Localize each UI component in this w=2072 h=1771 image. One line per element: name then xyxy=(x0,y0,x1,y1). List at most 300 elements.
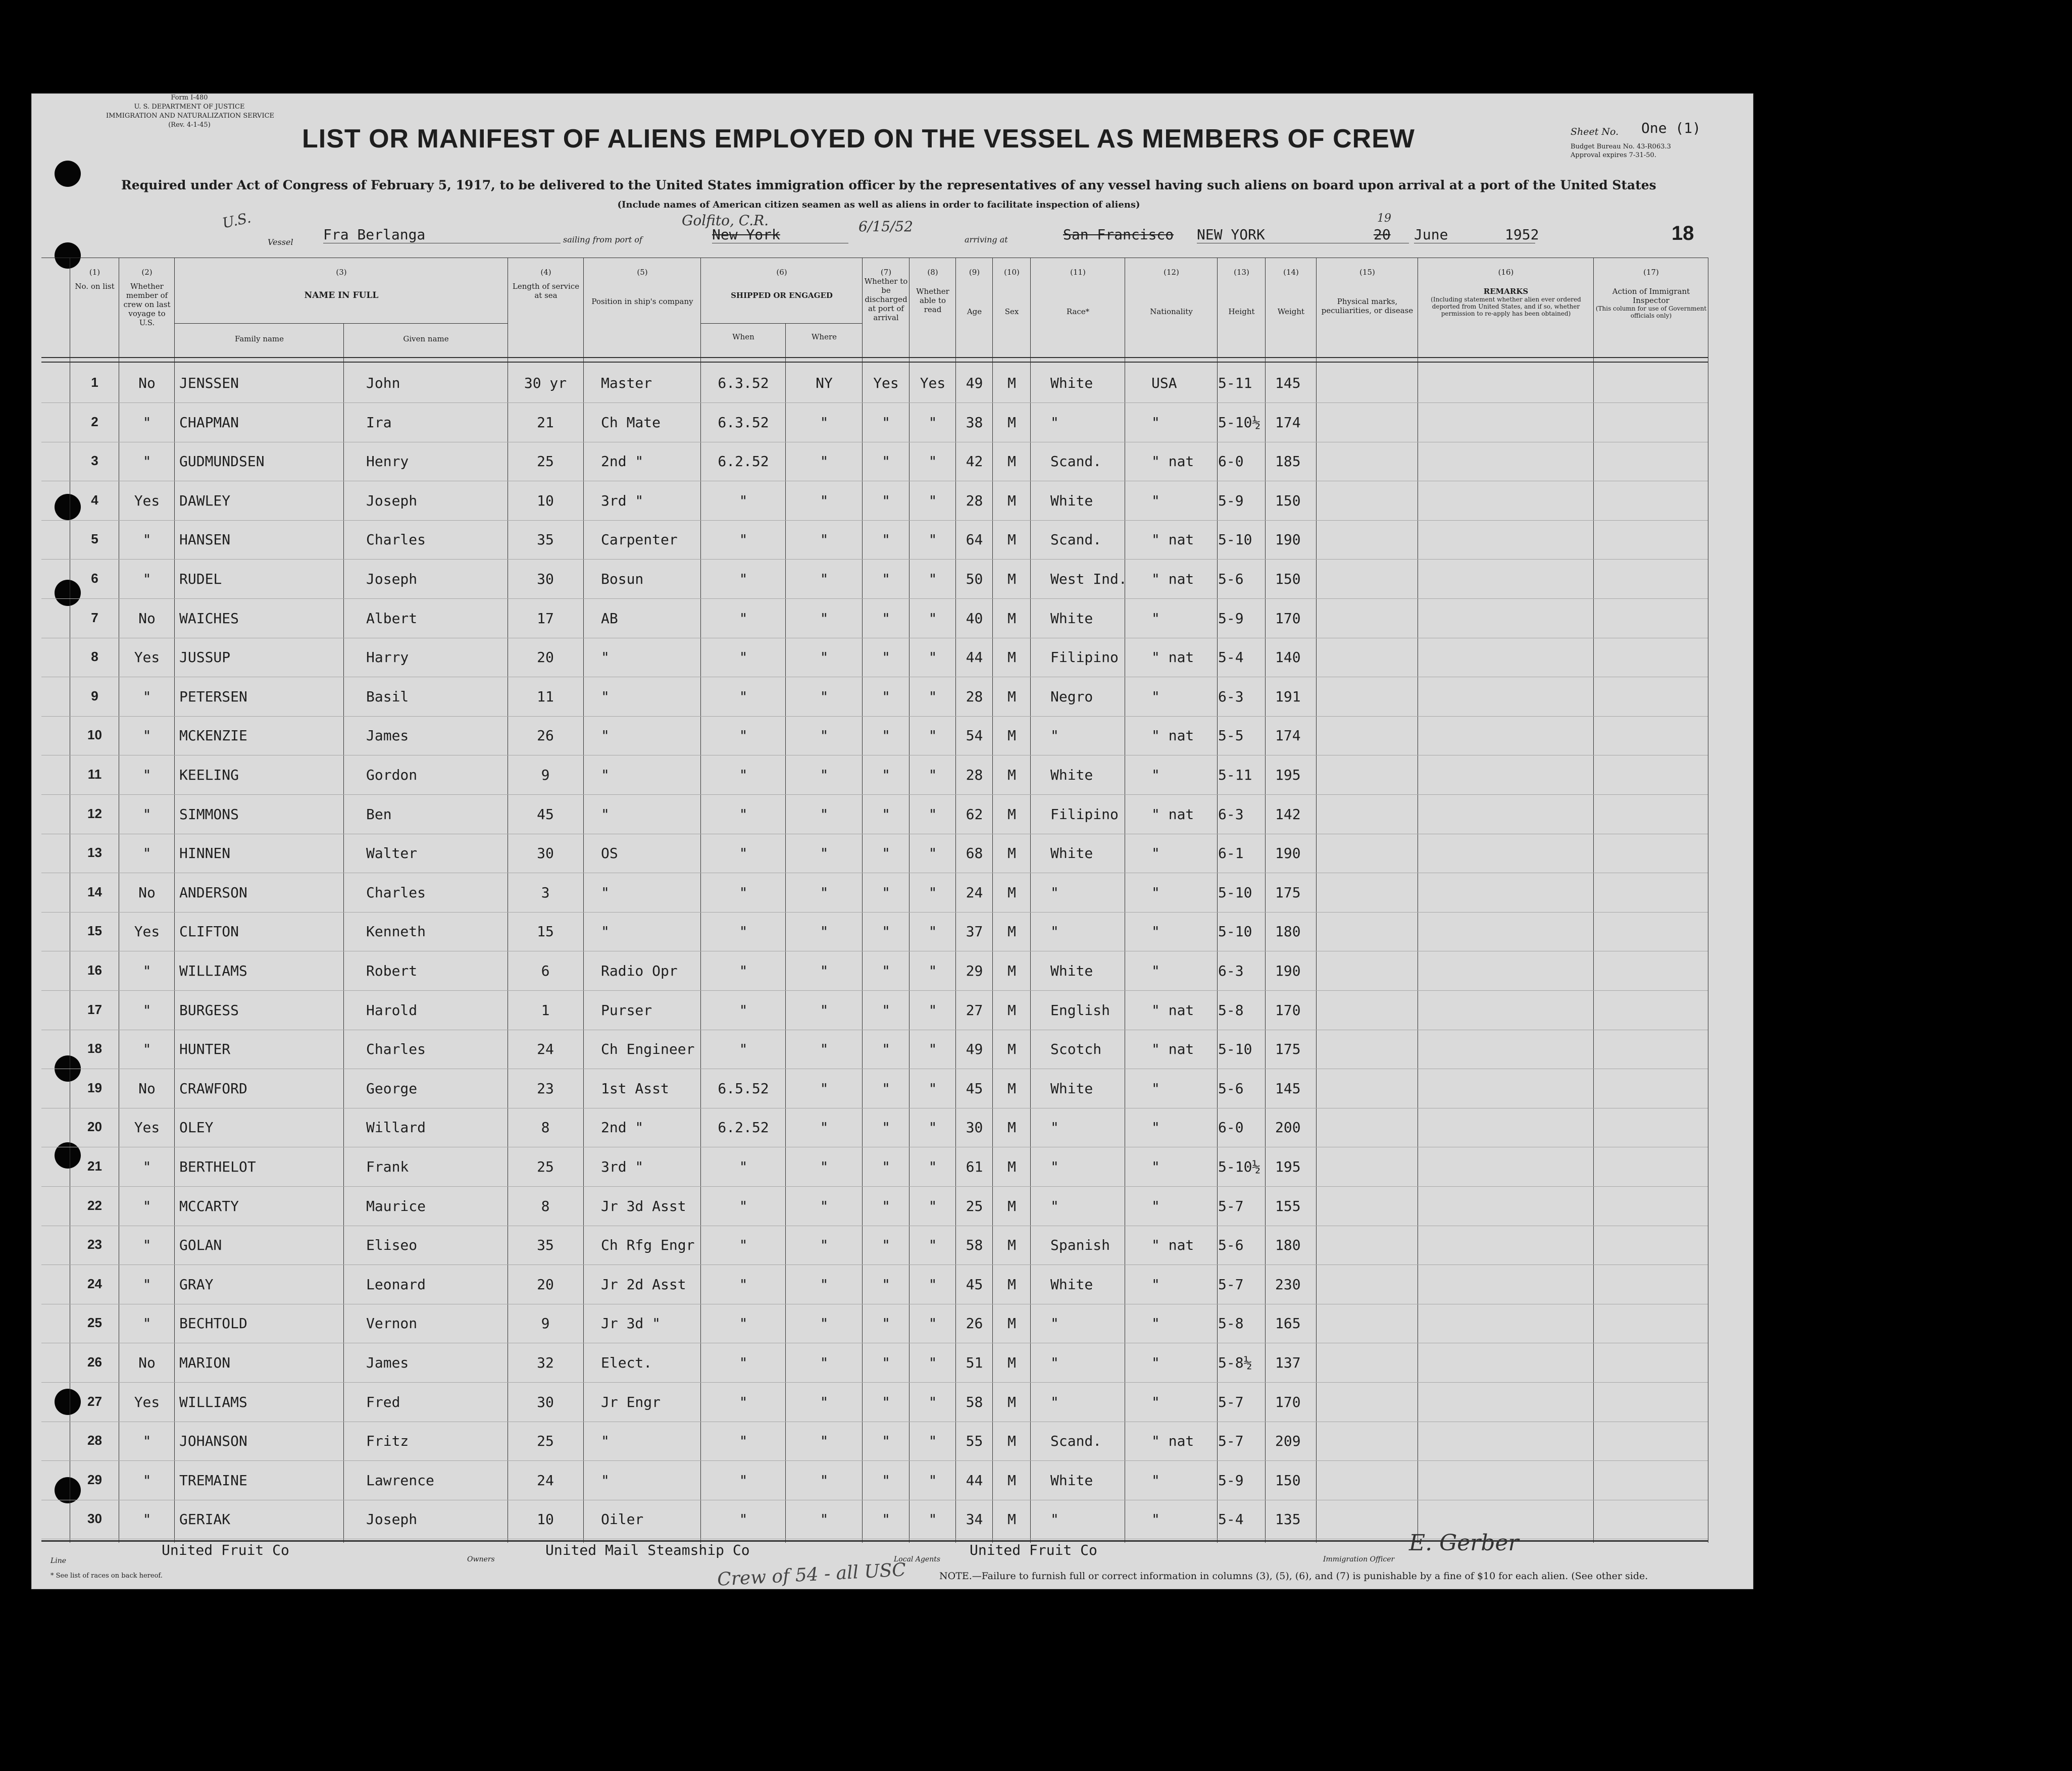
cell-weight: 175 xyxy=(1275,1041,1301,1058)
cell-read: " xyxy=(928,1119,937,1136)
cell-read: " xyxy=(928,531,937,548)
cell-read: " xyxy=(928,1393,937,1410)
cell-family: PETERSEN xyxy=(179,688,247,705)
cell-sex: M xyxy=(1007,1119,1016,1136)
cell-given: Harry xyxy=(366,649,409,666)
cell-race: " xyxy=(1050,923,1059,940)
cell-read: " xyxy=(928,688,937,705)
cell-family: JENSSEN xyxy=(179,375,239,391)
cell-weight: 180 xyxy=(1275,923,1301,940)
cell-sex: M xyxy=(1007,963,1016,979)
cell-service: 15 xyxy=(537,923,554,940)
cell-weight: 191 xyxy=(1275,688,1301,705)
approval-expiry: Approval expires 7-31-50. xyxy=(1571,151,1656,159)
cell-when: " xyxy=(739,923,748,940)
cell-when: " xyxy=(739,571,748,587)
cell-service: 20 xyxy=(537,1276,554,1293)
cell-where: " xyxy=(820,963,829,979)
cell-family: CRAWFORD xyxy=(179,1080,247,1097)
col16-header: (16) REMARKS (Including statement whether alien ever ordered deported from United States, and if so, whether permission to re-apply has been obtained) xyxy=(1431,268,1581,317)
table-row xyxy=(41,834,1708,873)
cell-disch: " xyxy=(882,571,890,587)
cell-sex: M xyxy=(1007,649,1016,666)
cell-age: 45 xyxy=(966,1080,983,1097)
cell-race: " xyxy=(1050,1119,1059,1136)
cell-position: Ch Mate xyxy=(601,414,661,431)
cell-read: " xyxy=(928,923,937,940)
cell-family: TREMAINE xyxy=(179,1472,247,1489)
cell-when: " xyxy=(739,649,748,666)
cell-read: " xyxy=(928,1041,937,1058)
cell-sex: M xyxy=(1007,375,1016,391)
cell-no: 11 xyxy=(87,767,102,782)
cell-where: " xyxy=(820,1433,829,1450)
cell-no: 29 xyxy=(87,1472,102,1487)
col4-header: (4) Length of service at sea xyxy=(512,268,580,300)
cell-when: 6.3.52 xyxy=(718,414,769,431)
port-handwritten: Golfito, C.R. xyxy=(682,212,769,229)
cell-given: Fritz xyxy=(366,1433,409,1450)
cell-height: 5-7 xyxy=(1218,1276,1244,1293)
cell-read: " xyxy=(928,1001,937,1019)
cell-height: 6-3 xyxy=(1218,805,1244,823)
cell-weight: 150 xyxy=(1275,571,1301,587)
cell-sex: M xyxy=(1007,1080,1016,1097)
cell-age: 40 xyxy=(966,610,983,627)
cell-where: " xyxy=(820,1237,829,1254)
cell-sex: M xyxy=(1007,1315,1016,1332)
cell-no: 20 xyxy=(87,1119,102,1135)
cell-service: 35 xyxy=(537,531,554,548)
cell-nat: " nat xyxy=(1151,453,1194,470)
cell-nat: " xyxy=(1151,1354,1160,1371)
cell-disch: " xyxy=(882,727,890,744)
cell-nat: " xyxy=(1151,845,1160,862)
cell-when: " xyxy=(739,805,748,823)
cell-last: " xyxy=(142,845,151,862)
cell-race: Negro xyxy=(1050,688,1093,705)
punch-hole xyxy=(55,161,81,187)
cell-last: No xyxy=(138,1080,156,1097)
cell-age: 29 xyxy=(966,963,983,979)
cell-when: " xyxy=(739,1472,748,1489)
cell-service: 8 xyxy=(541,1119,550,1136)
cell-given: Albert xyxy=(366,610,418,627)
cell-height: 5-10 xyxy=(1218,923,1252,940)
cell-read: " xyxy=(928,1511,937,1528)
cell-nat: " nat xyxy=(1151,531,1194,548)
cell-last: " xyxy=(142,1511,151,1528)
cell-when: 6.5.52 xyxy=(718,1080,769,1097)
table-row xyxy=(41,951,1708,991)
cell-family: HINNEN xyxy=(179,845,231,862)
vessel-prefix: U.S. xyxy=(221,209,252,232)
cell-when: " xyxy=(739,492,748,509)
cell-when: " xyxy=(739,1197,748,1215)
cell-service: 10 xyxy=(537,492,554,509)
cell-sex: M xyxy=(1007,1041,1016,1058)
cell-position: 3rd " xyxy=(601,1158,644,1175)
cell-nat: " nat xyxy=(1151,649,1194,666)
cell-sex: M xyxy=(1007,571,1016,587)
cell-age: 28 xyxy=(966,688,983,705)
cell-race: Scand. xyxy=(1050,1433,1102,1450)
col2-header: (2) Whether member of crew on last voyage to U.S. xyxy=(123,268,171,327)
arrival-day-handwritten: 19 xyxy=(1377,212,1391,225)
cell-where: " xyxy=(820,767,829,783)
table-row xyxy=(41,560,1708,599)
cell-disch: " xyxy=(882,531,890,548)
cell-weight: 170 xyxy=(1275,1393,1301,1410)
cell-no: 19 xyxy=(87,1080,102,1095)
cell-height: 5-7 xyxy=(1218,1197,1244,1215)
cell-race: " xyxy=(1050,414,1059,431)
cell-where: " xyxy=(820,1276,829,1293)
cell-race: West Ind. xyxy=(1050,571,1127,587)
cell-height: 5-8 xyxy=(1218,1001,1244,1019)
cell-height: 5-10 xyxy=(1218,531,1252,548)
cell-position: " xyxy=(601,649,610,666)
cell-nat: " xyxy=(1151,1511,1160,1528)
cell-when: 6.2.52 xyxy=(718,1119,769,1136)
cell-no: 3 xyxy=(91,453,98,469)
cell-given: Charles xyxy=(366,1041,426,1058)
cell-where: " xyxy=(820,1315,829,1332)
cell-service: 21 xyxy=(537,414,554,431)
cell-sex: M xyxy=(1007,1511,1016,1528)
cell-race: English xyxy=(1050,1001,1110,1019)
cell-position: " xyxy=(601,884,610,901)
table-row xyxy=(41,1226,1708,1265)
cell-age: 64 xyxy=(966,531,983,548)
form-number: Form I-480 xyxy=(171,94,208,102)
cell-given: Basil xyxy=(366,688,409,705)
col14-header: (14) Weight xyxy=(1277,268,1305,316)
cell-disch: " xyxy=(882,1080,890,1097)
table-row xyxy=(41,1187,1708,1226)
cell-last: " xyxy=(142,1315,151,1332)
cell-position: Bosun xyxy=(601,571,644,587)
cell-height: 6-3 xyxy=(1218,963,1244,979)
cell-position: Purser xyxy=(601,1001,652,1019)
cell-family: KEELING xyxy=(179,767,239,783)
cell-last: Yes xyxy=(134,649,160,666)
cell-height: 5-5 xyxy=(1218,727,1244,744)
cell-nat: " nat xyxy=(1151,727,1194,744)
cell-service: 24 xyxy=(537,1472,554,1489)
col6-where-header: Where xyxy=(811,332,837,341)
cell-race: " xyxy=(1050,1393,1059,1410)
cell-service: 45 xyxy=(537,805,554,823)
cell-given: Kenneth xyxy=(366,923,426,940)
cell-service: 20 xyxy=(537,649,554,666)
col11-header: (11) Race* xyxy=(1066,268,1090,316)
cell-weight: 174 xyxy=(1275,414,1301,431)
cell-read: " xyxy=(928,414,937,431)
cell-given: Robert xyxy=(366,963,418,979)
col6-when-header: When xyxy=(732,332,754,341)
arrival-year: 1952 xyxy=(1505,226,1539,243)
cell-disch: " xyxy=(882,923,890,940)
cell-last: " xyxy=(142,531,151,548)
table-row xyxy=(41,364,1708,403)
cell-last: " xyxy=(142,1197,151,1215)
cell-read: " xyxy=(928,1315,937,1332)
col13-header: (13) Height xyxy=(1228,268,1255,316)
cell-race: " xyxy=(1050,1354,1059,1371)
cell-family: HANSEN xyxy=(179,531,231,548)
cell-no: 21 xyxy=(87,1158,102,1174)
cell-nat: " nat xyxy=(1151,1237,1194,1254)
cell-disch: " xyxy=(882,610,890,627)
cell-family: MCKENZIE xyxy=(179,727,247,744)
cell-weight: 145 xyxy=(1275,375,1301,391)
table-row xyxy=(41,638,1708,677)
cell-race: " xyxy=(1050,727,1059,744)
cell-given: Charles xyxy=(366,531,426,548)
cell-race: White xyxy=(1050,375,1093,391)
cell-weight: 180 xyxy=(1275,1237,1301,1254)
cell-last: " xyxy=(142,414,151,431)
cell-weight: 165 xyxy=(1275,1315,1301,1332)
cell-disch: " xyxy=(882,963,890,979)
cell-nat: " xyxy=(1151,767,1160,783)
cell-given: Henry xyxy=(366,453,409,470)
cell-service: 30 xyxy=(537,571,554,587)
cell-height: 5-10 xyxy=(1218,1041,1252,1058)
cell-given: George xyxy=(366,1080,418,1097)
table-row xyxy=(41,1304,1708,1343)
cell-nat: USA xyxy=(1151,375,1177,391)
cell-age: 51 xyxy=(966,1354,983,1371)
cell-age: 27 xyxy=(966,1001,983,1019)
cell-nat: " xyxy=(1151,884,1160,901)
cell-race: " xyxy=(1050,884,1059,901)
cell-age: 49 xyxy=(966,1041,983,1058)
cell-no: 26 xyxy=(87,1354,102,1370)
cell-age: 37 xyxy=(966,923,983,940)
cell-disch: " xyxy=(882,1472,890,1489)
cell-position: " xyxy=(601,767,610,783)
cell-read: " xyxy=(928,1276,937,1293)
cell-read: Yes xyxy=(920,375,946,391)
line-label: Line xyxy=(50,1557,67,1565)
cell-age: 44 xyxy=(966,1472,983,1489)
cell-position: Radio Opr xyxy=(601,963,678,979)
cell-no: 28 xyxy=(87,1433,102,1448)
cell-nat: " nat xyxy=(1151,1001,1194,1019)
cell-sex: M xyxy=(1007,1237,1016,1254)
cell-last: " xyxy=(142,727,151,744)
cell-service: 3 xyxy=(541,884,550,901)
cell-when: " xyxy=(739,688,748,705)
cell-service: 9 xyxy=(541,767,550,783)
agents-label: Local Agents xyxy=(894,1555,941,1563)
cell-race: Scand. xyxy=(1050,531,1102,548)
cell-where: " xyxy=(820,492,829,509)
punch-hole xyxy=(55,242,81,269)
cell-when: " xyxy=(739,767,748,783)
cell-read: " xyxy=(928,610,937,627)
cell-disch: " xyxy=(882,1393,890,1410)
cell-given: John xyxy=(366,375,400,391)
cell-race: White xyxy=(1050,610,1093,627)
cell-disch: " xyxy=(882,1119,890,1136)
cell-where: " xyxy=(820,884,829,901)
cell-nat: " xyxy=(1151,1393,1160,1410)
cell-disch: " xyxy=(882,1001,890,1019)
cell-where: " xyxy=(820,610,829,627)
cell-race: Filipino xyxy=(1050,805,1119,823)
cell-last: No xyxy=(138,375,156,391)
cell-height: 6-1 xyxy=(1218,845,1244,862)
form-dept: U. S. DEPARTMENT OF JUSTICE xyxy=(134,103,245,111)
cell-no: 2 xyxy=(91,414,98,429)
cell-service: 25 xyxy=(537,1433,554,1450)
cell-height: 5-11 xyxy=(1218,767,1252,783)
cell-age: 28 xyxy=(966,492,983,509)
cell-race: White xyxy=(1050,767,1093,783)
cell-height: 5-4 xyxy=(1218,1511,1244,1528)
cell-height: 5-9 xyxy=(1218,492,1244,509)
budget-info xyxy=(1571,142,1671,160)
cell-given: Fred xyxy=(366,1393,400,1410)
cell-when: " xyxy=(739,610,748,627)
cell-disch: " xyxy=(882,767,890,783)
cell-read: " xyxy=(928,767,937,783)
arriving-port: NEW YORK xyxy=(1197,226,1409,243)
cell-family: WAICHES xyxy=(179,610,239,627)
table-row xyxy=(41,677,1708,717)
cell-where: " xyxy=(820,649,829,666)
sheet-label: Sheet No. xyxy=(1571,126,1619,137)
cell-height: 5-6 xyxy=(1218,1237,1244,1254)
cell-disch: " xyxy=(882,884,890,901)
col10-header: (10) Sex xyxy=(1004,268,1020,316)
cell-given: Charles xyxy=(366,884,426,901)
cell-disch: " xyxy=(882,1354,890,1371)
cell-weight: 185 xyxy=(1275,453,1301,470)
cell-where: " xyxy=(820,845,829,862)
cell-family: BURGESS xyxy=(179,1001,239,1019)
cell-when: " xyxy=(739,1433,748,1450)
cell-height: 6-0 xyxy=(1218,453,1244,470)
cell-age: 54 xyxy=(966,727,983,744)
cell-no: 15 xyxy=(87,923,102,939)
cell-where: " xyxy=(820,923,829,940)
cell-last: No xyxy=(138,1354,156,1371)
cell-family: ANDERSON xyxy=(179,884,247,901)
col3-given-header: Given name xyxy=(403,334,449,343)
cell-where: " xyxy=(820,1511,829,1528)
cell-no: 5 xyxy=(91,531,98,547)
cell-family: BECHTOLD xyxy=(179,1315,247,1332)
cell-sex: M xyxy=(1007,1433,1016,1450)
table-row xyxy=(41,1069,1708,1108)
cell-nat: " xyxy=(1151,414,1160,431)
cell-sex: M xyxy=(1007,727,1016,744)
cell-race: " xyxy=(1050,1197,1059,1215)
cell-position: OS xyxy=(601,845,618,862)
col3-family-header: Family name xyxy=(234,334,284,343)
officer-label: Immigration Officer xyxy=(1323,1555,1395,1563)
cell-position: " xyxy=(601,1472,610,1489)
cell-read: " xyxy=(928,1197,937,1215)
cell-last: " xyxy=(142,1276,151,1293)
col8-header: (8) Whether able to read xyxy=(916,268,949,314)
cell-weight: 175 xyxy=(1275,884,1301,901)
cell-where: " xyxy=(820,1158,829,1175)
cell-when: " xyxy=(739,963,748,979)
cell-where: " xyxy=(820,1001,829,1019)
cell-weight: 150 xyxy=(1275,1472,1301,1489)
cell-when: " xyxy=(739,1041,748,1058)
cell-given: Ben xyxy=(366,805,392,823)
cell-family: HUNTER xyxy=(179,1041,231,1058)
cell-where: NY xyxy=(816,375,833,391)
cell-height: 5-7 xyxy=(1218,1393,1244,1410)
cell-age: 28 xyxy=(966,767,983,783)
cell-disch: " xyxy=(882,1158,890,1175)
cell-nat: " xyxy=(1151,1158,1160,1175)
cell-weight: 135 xyxy=(1275,1511,1301,1528)
cell-read: " xyxy=(928,805,937,823)
cell-weight: 170 xyxy=(1275,610,1301,627)
cell-height: 5-8 xyxy=(1218,1315,1244,1332)
cell-height: 5-7 xyxy=(1218,1433,1244,1450)
cell-sex: M xyxy=(1007,884,1016,901)
cell-height: 5-6 xyxy=(1218,1080,1244,1097)
cell-nat: " xyxy=(1151,688,1160,705)
col9-header: (9) Age xyxy=(967,268,982,316)
cell-weight: 200 xyxy=(1275,1119,1301,1136)
cell-given: Willard xyxy=(366,1119,426,1136)
cell-weight: 190 xyxy=(1275,963,1301,979)
cell-read: " xyxy=(928,845,937,862)
cell-where: " xyxy=(820,805,829,823)
col5-header: (5) Position in ship's company xyxy=(591,268,693,306)
cell-disch: " xyxy=(882,453,890,470)
table-row xyxy=(41,795,1708,834)
cell-position: Jr Engr xyxy=(601,1393,661,1410)
cell-nat: " xyxy=(1151,1119,1160,1136)
cell-no: 7 xyxy=(91,610,98,625)
table-row xyxy=(41,1147,1708,1187)
cell-given: Walter xyxy=(366,845,418,862)
cell-race: White xyxy=(1050,1276,1093,1293)
cell-sex: M xyxy=(1007,805,1016,823)
cell-nat: " xyxy=(1151,610,1160,627)
cell-position: " xyxy=(601,923,610,940)
cell-service: 11 xyxy=(537,688,554,705)
cell-age: 38 xyxy=(966,414,983,431)
cell-sex: M xyxy=(1007,688,1016,705)
page-title: LIST OR MANIFEST OF ALIENS EMPLOYED ON THE VESSEL AS MEMBERS OF CREW xyxy=(302,124,1415,154)
cell-disch: " xyxy=(882,845,890,862)
cell-no: 1 xyxy=(91,375,98,390)
table-row xyxy=(41,1461,1708,1500)
cell-given: Gordon xyxy=(366,767,418,783)
cell-no: 10 xyxy=(87,727,102,743)
cell-weight: 190 xyxy=(1275,845,1301,862)
cell-sex: M xyxy=(1007,1276,1016,1293)
cell-service: 9 xyxy=(541,1315,550,1332)
cell-family: GUDMUNDSEN xyxy=(179,453,265,470)
cell-position: 3rd " xyxy=(601,492,644,509)
cell-service: 17 xyxy=(537,610,554,627)
cell-service: 26 xyxy=(537,727,554,744)
cell-family: WILLIAMS xyxy=(179,1393,247,1410)
